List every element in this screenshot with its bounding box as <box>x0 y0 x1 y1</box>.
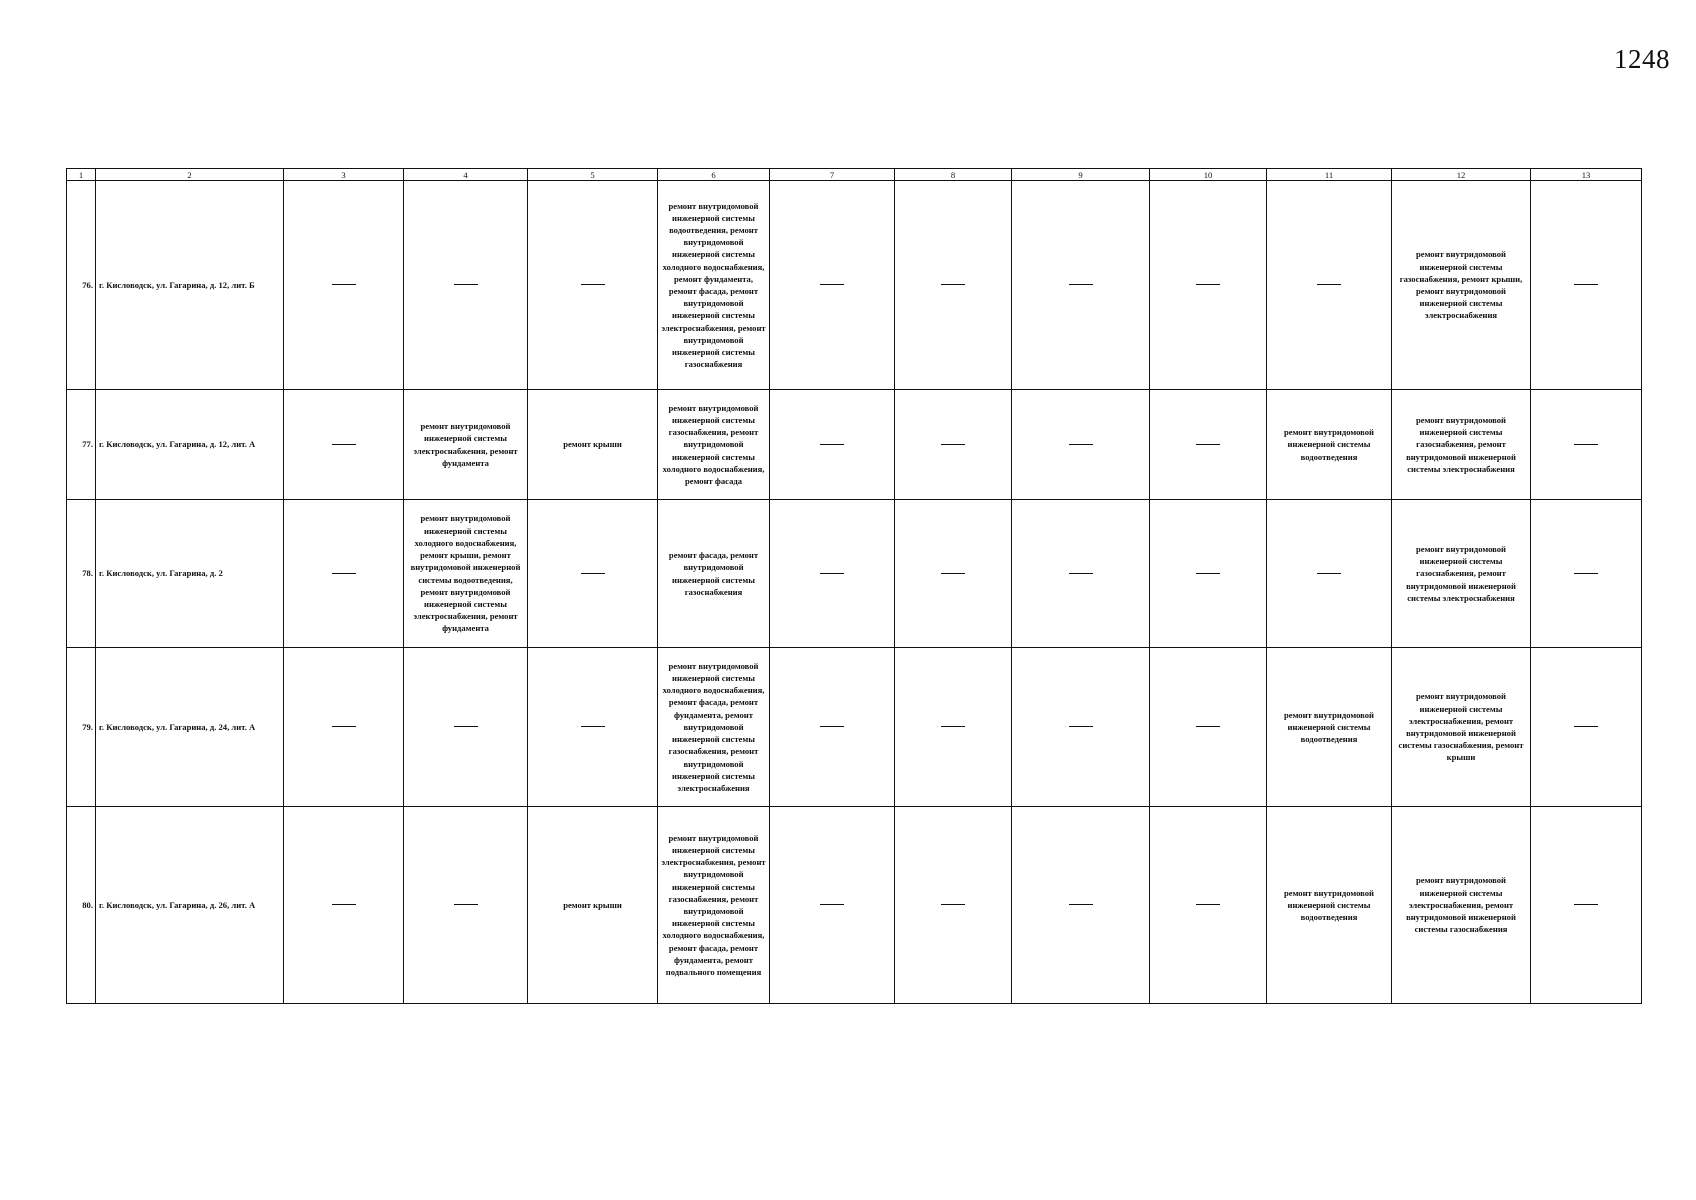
dash-cell <box>284 648 404 807</box>
dash-cell <box>895 807 1012 1004</box>
dash-cell <box>1150 390 1267 500</box>
column-header: 5 <box>528 169 658 181</box>
dash-cell <box>1012 181 1150 390</box>
dash-cell <box>1531 648 1642 807</box>
works-cell: ремонт фасада, ремонт внутридомовой инженерной системы газоснабжения <box>658 500 770 648</box>
column-header: 9 <box>1012 169 1150 181</box>
dash-mark <box>941 573 965 574</box>
dash-mark <box>820 573 844 574</box>
address-cell: г. Кисловодск, ул. Гагарина, д. 24, лит. А <box>96 648 284 807</box>
works-cell: ремонт внутридомовой инженерной системы холодного водоснабжения, ремонт фасада, ремонт фундамента, ремонт внутридомовой инженерной системы газоснабжения, ремонт внутридомовой инженерной системы электроснабжения <box>658 648 770 807</box>
dash-cell <box>1150 807 1267 1004</box>
works-cell: ремонт внутридомовой инженерной системы электроснабжения, ремонт фундамента <box>404 390 528 500</box>
dash-mark <box>1069 444 1093 445</box>
dash-mark <box>581 284 605 285</box>
dash-mark <box>820 904 844 905</box>
works-cell: ремонт внутридомовой инженерной системы водоотведения <box>1267 807 1392 1004</box>
dash-mark <box>1574 284 1598 285</box>
dash-mark <box>1069 573 1093 574</box>
dash-cell <box>404 181 528 390</box>
column-header: 1 <box>67 169 96 181</box>
dash-cell <box>770 807 895 1004</box>
column-header: 6 <box>658 169 770 181</box>
table-row <box>67 390 1642 500</box>
dash-cell <box>528 500 658 648</box>
dash-mark <box>1196 904 1220 905</box>
dash-mark <box>332 284 356 285</box>
column-number-row <box>67 169 1642 181</box>
works-cell: ремонт внутридомовой инженерной системы газоснабжения, ремонт внутридомовой инженерной системы холодного водоснабжения, ремонт фасада <box>658 390 770 500</box>
dash-mark <box>941 726 965 727</box>
works-cell: ремонт крыши <box>528 390 658 500</box>
dash-mark <box>1196 573 1220 574</box>
address-cell: г. Кисловодск, ул. Гагарина, д. 12, лит. А <box>96 390 284 500</box>
dash-cell <box>895 500 1012 648</box>
works-cell: ремонт внутридомовой инженерной системы электроснабжения, ремонт внутридомовой инженерной системы газоснабжения, ремонт внутридомовой инженерной системы холодного водоснабжения, ремонт фасада, ремонт фундамента, ремонт подвального помещения <box>658 807 770 1004</box>
dash-mark <box>941 904 965 905</box>
dash-cell <box>1267 181 1392 390</box>
dash-cell <box>1267 500 1392 648</box>
dash-mark <box>1069 284 1093 285</box>
dash-cell <box>528 648 658 807</box>
works-cell: ремонт внутридомовой инженерной системы электроснабжения, ремонт внутридомовой инженерной системы газоснабжения <box>1392 807 1531 1004</box>
works-cell: ремонт внутридомовой инженерной системы водоотведения <box>1267 390 1392 500</box>
dash-mark <box>454 284 478 285</box>
dash-cell <box>284 181 404 390</box>
dash-mark <box>454 726 478 727</box>
column-header: 3 <box>284 169 404 181</box>
dash-cell <box>1012 648 1150 807</box>
row-number: 78. <box>67 500 96 648</box>
address-cell: г. Кисловодск, ул. Гагарина, д. 2 <box>96 500 284 648</box>
repair-schedule-table <box>66 168 1642 1004</box>
dash-mark <box>332 444 356 445</box>
works-cell: ремонт крыши <box>528 807 658 1004</box>
column-header: 10 <box>1150 169 1267 181</box>
dash-mark <box>581 726 605 727</box>
table-row <box>67 181 1642 390</box>
dash-mark <box>1574 444 1598 445</box>
dash-mark <box>1069 904 1093 905</box>
dash-cell <box>284 500 404 648</box>
dash-mark <box>1196 444 1220 445</box>
dash-cell <box>1150 181 1267 390</box>
dash-cell <box>770 390 895 500</box>
dash-cell <box>1012 390 1150 500</box>
address-cell: г. Кисловодск, ул. Гагарина, д. 12, лит. Б <box>96 181 284 390</box>
dash-cell <box>1531 807 1642 1004</box>
dash-cell <box>284 807 404 1004</box>
dash-cell <box>404 807 528 1004</box>
column-header: 2 <box>96 169 284 181</box>
dash-cell <box>895 648 1012 807</box>
dash-mark <box>1069 726 1093 727</box>
dash-mark <box>581 573 605 574</box>
works-cell: ремонт внутридомовой инженерной системы холодного водоснабжения, ремонт крыши, ремонт внутридомовой инженерной системы водоотведения, ремонт внутридомовой инженерной системы электроснабжения, ремонт фундамента <box>404 500 528 648</box>
row-number: 76. <box>67 181 96 390</box>
dash-cell <box>1150 500 1267 648</box>
works-cell: ремонт внутридомовой инженерной системы газоснабжения, ремонт внутридомовой инженерной системы электроснабжения <box>1392 500 1531 648</box>
column-header: 4 <box>404 169 528 181</box>
column-header: 13 <box>1531 169 1642 181</box>
works-cell: ремонт внутридомовой инженерной системы газоснабжения, ремонт крыши, ремонт внутридомовой инженерной системы электроснабжения <box>1392 181 1531 390</box>
dash-mark <box>1317 284 1341 285</box>
table-row <box>67 648 1642 807</box>
dash-cell <box>528 181 658 390</box>
table-row <box>67 500 1642 648</box>
dash-cell <box>284 390 404 500</box>
row-number: 80. <box>67 807 96 1004</box>
column-header: 7 <box>770 169 895 181</box>
dash-cell <box>1012 500 1150 648</box>
dash-mark <box>1574 573 1598 574</box>
works-cell: ремонт внутридомовой инженерной системы водоотведения <box>1267 648 1392 807</box>
row-number: 77. <box>67 390 96 500</box>
dash-cell <box>1012 807 1150 1004</box>
dash-mark <box>1196 726 1220 727</box>
dash-mark <box>820 284 844 285</box>
dash-cell <box>770 500 895 648</box>
dash-cell <box>895 181 1012 390</box>
dash-cell <box>770 181 895 390</box>
dash-cell <box>895 390 1012 500</box>
dash-mark <box>1574 726 1598 727</box>
dash-mark <box>454 904 478 905</box>
column-header: 8 <box>895 169 1012 181</box>
dash-cell <box>1531 390 1642 500</box>
works-cell: ремонт внутридомовой инженерной системы водоотведения, ремонт внутридомовой инженерной системы холодного водоснабжения, ремонт фундамента, ремонт фасада, ремонт внутридомовой инженерной системы электроснабжения, ремонт внутридомовой инженерной системы газоснабжения <box>658 181 770 390</box>
dash-mark <box>1574 904 1598 905</box>
dash-cell <box>770 648 895 807</box>
dash-cell <box>1531 500 1642 648</box>
dash-mark <box>820 726 844 727</box>
table-row <box>67 807 1642 1004</box>
page-number: 1248 <box>1614 44 1670 74</box>
dash-mark <box>1317 573 1341 574</box>
address-cell: г. Кисловодск, ул. Гагарина, д. 26, лит. А <box>96 807 284 1004</box>
dash-mark <box>941 444 965 445</box>
works-cell: ремонт внутридомовой инженерной системы электроснабжения, ремонт внутридомовой инженерной системы газоснабжения, ремонт крыши <box>1392 648 1531 807</box>
dash-cell <box>1150 648 1267 807</box>
dash-mark <box>332 573 356 574</box>
dash-mark <box>332 726 356 727</box>
works-cell: ремонт внутридомовой инженерной системы газоснабжения, ремонт внутридомовой инженерной системы электроснабжения <box>1392 390 1531 500</box>
column-header: 11 <box>1267 169 1392 181</box>
column-header: 12 <box>1392 169 1531 181</box>
dash-mark <box>1196 284 1220 285</box>
dash-mark <box>332 904 356 905</box>
dash-cell <box>1531 181 1642 390</box>
dash-mark <box>941 284 965 285</box>
dash-cell <box>404 648 528 807</box>
dash-mark <box>820 444 844 445</box>
row-number: 79. <box>67 648 96 807</box>
